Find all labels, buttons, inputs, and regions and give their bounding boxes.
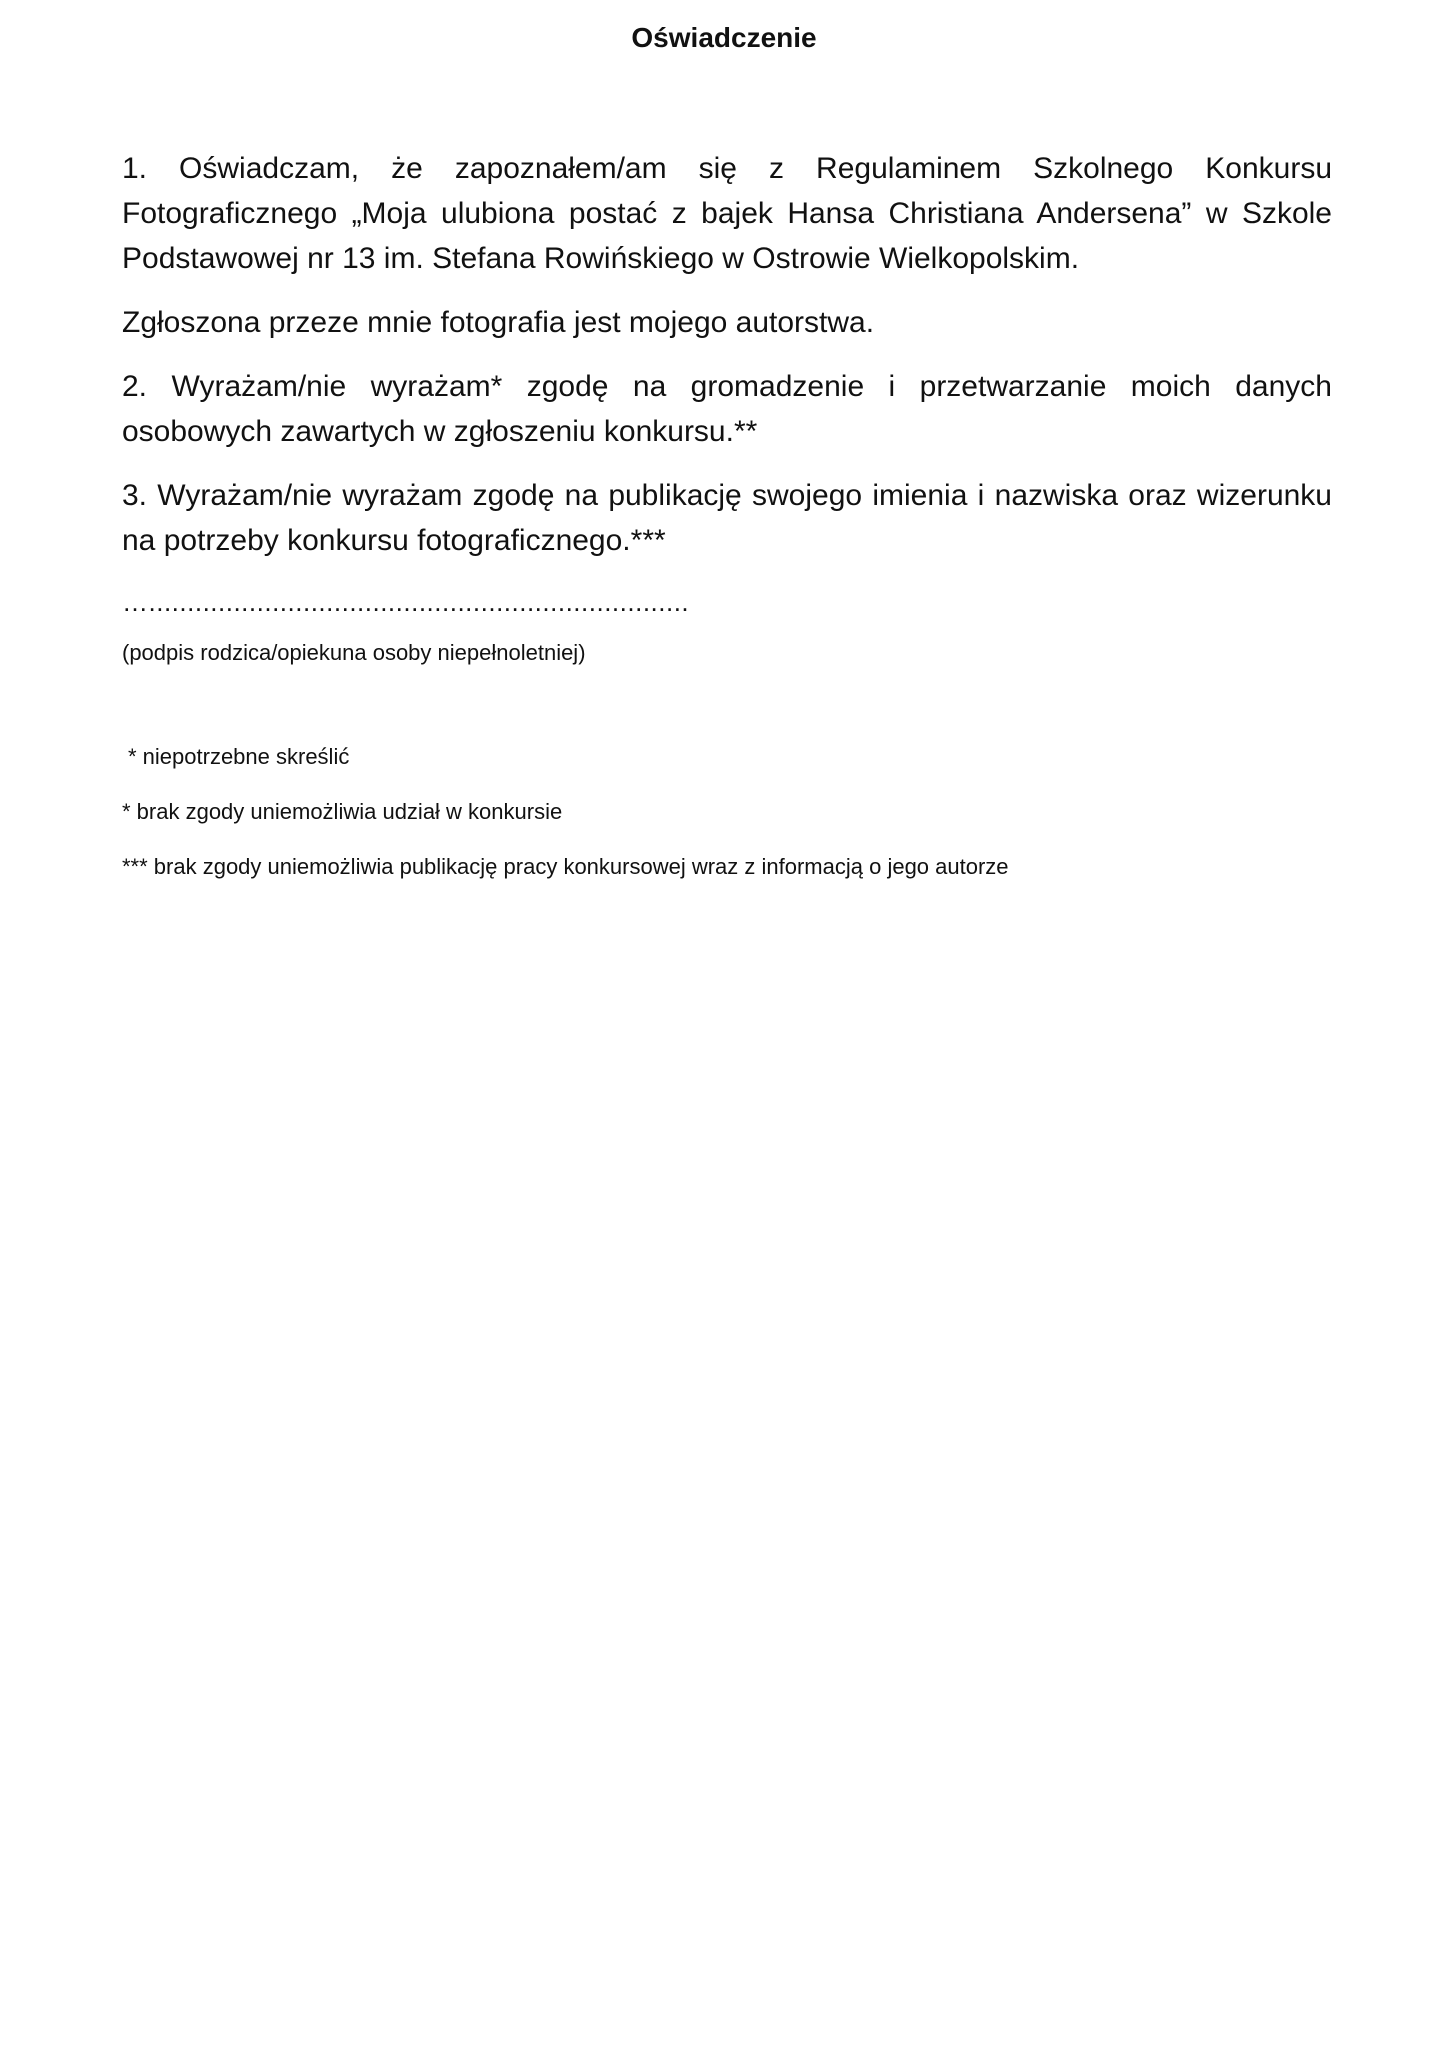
statement-paragraph-3: 3. Wyrażam/nie wyrażam zgodę na publikację swojego imienia i nazwiska oraz wizerunku na potrzeby konkursu fotograficznego.***	[122, 479, 1332, 557]
footnote-1: * niepotrzebne skreślić	[128, 744, 350, 769]
authorship-statement: Zgłoszona przeze mnie fotografia jest mojego autorstwa.	[122, 306, 875, 339]
signature-caption: (podpis rodzica/opiekuna osoby niepełnoletniej)	[122, 640, 586, 665]
statement-paragraph-1: 1. Oświadczam, że zapoznałem/am się z Regulaminem Szkolnego Konkursu Fotograficznego „Moja ulubiona postać z bajek Hansa Christiana Andersena” w Szkole Podstawowej nr 13 im. Stefana Rowińskiego w Ostrowie Wielkopolskim.	[122, 152, 1332, 275]
document-title: Oświadczenie	[631, 22, 817, 53]
document-body	[122, 146, 1332, 907]
footnote-3: *** brak zgody uniemożliwia publikację pracy konkursowej wraz z informacją o jego autorze	[122, 854, 1009, 879]
footnotes	[122, 742, 1332, 882]
statement-paragraph-2: 2. Wyrażam/nie wyrażam* zgodę na gromadzenie i przetwarzanie moich danych osobowych zawartych w zgłoszeniu konkursu.**	[122, 370, 1332, 448]
footnote-2: * brak zgody uniemożliwia udział w konkursie	[122, 799, 563, 824]
signature-block	[122, 582, 1332, 668]
signature-line: …......................................................................	[122, 587, 690, 617]
